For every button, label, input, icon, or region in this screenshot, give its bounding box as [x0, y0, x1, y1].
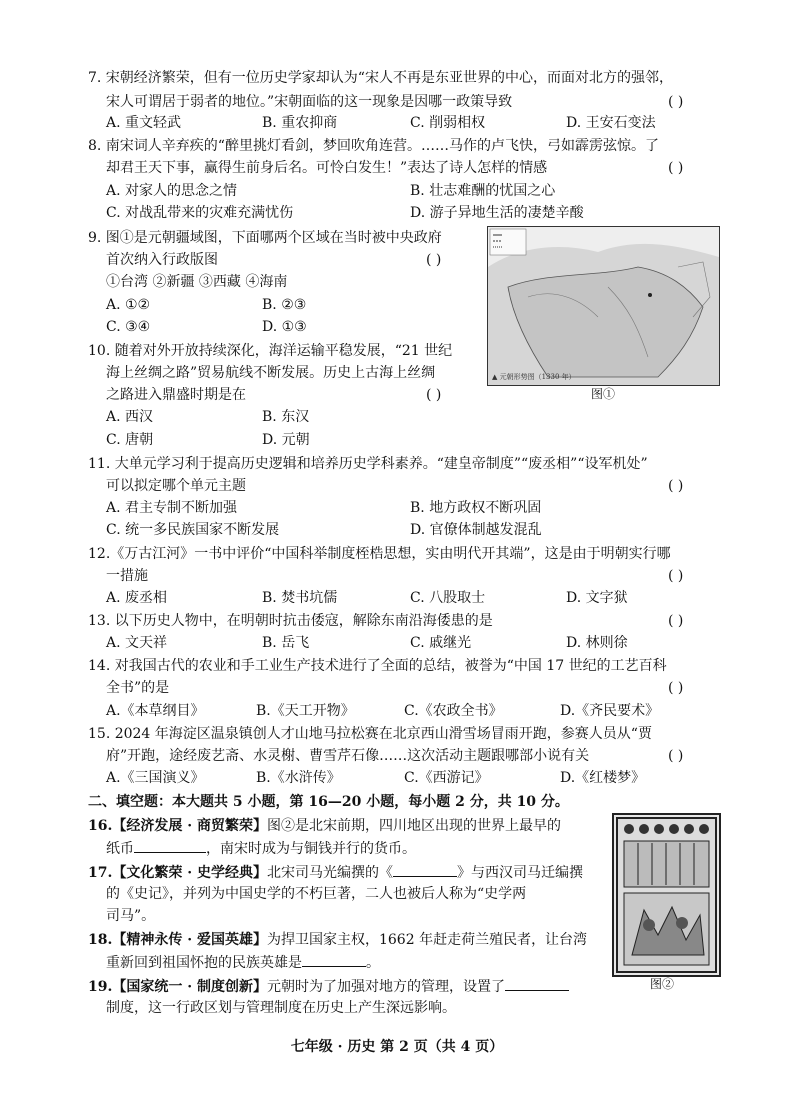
q11-option-a: A. 君主专制不断加强: [106, 500, 238, 516]
q15-answer-paren: ( ): [668, 748, 684, 764]
q16-text-3: ，南宋时成为与铜钱并行的货币。: [206, 841, 416, 857]
q9-option-b: B. ②③: [262, 297, 307, 313]
q15-line-2: 府”开跑，途经废艺斋、水灵榭、曹雪芹石像……这次活动主题跟哪部小说有关: [106, 748, 590, 764]
q19-tag: 19.【国家统一 · 制度创新】: [88, 979, 267, 995]
q16-line-1: [88, 816, 561, 836]
q12-option-d: D. 文字狱: [566, 590, 628, 606]
q12-line-1: 12.《万古江河》一书中评价“中国科举制度桎梏思想，实由明代开其端”，这是由于明朝实行哪: [88, 546, 671, 562]
q15-line-1: 15. 2024 年海淀区温泉镇创人才山地马拉松赛在北京西山滑雪场冒雨开跑，参赛人员从“贾: [88, 726, 652, 742]
q18-tag: 18.【精神永传 · 爱国英雄】: [88, 932, 267, 948]
q11-option-c: C. 统一多民族国家不断发展: [106, 522, 280, 538]
q7-answer-paren: ( ): [668, 94, 684, 110]
q18-text: 为捍卫国家主权，1662 年赶走荷兰殖民者，让台湾: [266, 932, 588, 948]
page-footer: 七年级 · 历史 第 2 页（共 4 页）: [290, 1039, 504, 1055]
q8-option-b: B. 壮志难酬的忧国之心: [410, 183, 556, 199]
q11-answer-paren: ( ): [668, 478, 684, 494]
q17-blank[interactable]: [393, 862, 457, 877]
q8-option-c: C. 对战乱带来的灾难充满忧伤: [106, 205, 294, 221]
q18-line-1: [88, 930, 587, 950]
q16-text: 图②是北宋前期，四川地区出现的世界上最早的: [266, 818, 561, 834]
jiaozi-banknote-image: [612, 813, 721, 977]
q9-answer-paren: ( ): [426, 252, 442, 268]
q11-option-b: B. 地方政权不断巩固: [410, 500, 542, 516]
q14-option-d: D.《齐民要术》: [560, 703, 660, 719]
q10-line-3: 之路进入鼎盛时期是在: [106, 387, 246, 403]
q11-line-2: 可以拟定哪个单元主题: [106, 478, 246, 494]
q15-option-a: A.《三国演义》: [106, 770, 205, 786]
q16-text-2: 纸币: [106, 841, 134, 857]
q12-option-c: C. 八股取士: [410, 590, 486, 606]
q9-option-c: C. ③④: [106, 319, 151, 335]
q18-line-2: [106, 952, 380, 973]
q14-option-a: A.《本草纲目》: [106, 703, 205, 719]
q9-option-d: D. ①③: [262, 319, 307, 335]
q11-line-1: 11. 大单元学习利于提高历史逻辑和培养历史学科素养。“建皇帝制度”“废丞相”“设军机处”: [88, 456, 648, 472]
q13-option-b: B. 岳飞: [262, 635, 310, 651]
map-graphic: [488, 227, 719, 385]
q8-answer-paren: ( ): [668, 160, 684, 176]
q8-line-2: 却君王天下事，赢得生前身后名。可怜白发生！”表达了诗人怎样的情感: [106, 160, 548, 176]
q15-option-b: B.《水浒传》: [256, 770, 341, 786]
q9-line-1: 9. 图①是元朝疆域图，下面哪两个区域在当时被中央政府: [88, 230, 442, 246]
section-2-heading: 二、填空题：本大题共 5 小题，第 16—20 小题，每小题 2 分，共 10 分。: [88, 794, 569, 810]
q12-option-a: A. 废丞相: [106, 590, 168, 606]
q10-line-1: 10. 随着对外开放持续深化，海洋运输平稳发展，“21 世纪: [88, 343, 453, 359]
figure-2-caption: 图②: [650, 977, 675, 991]
q18-text-2: 重新回到祖国怀抱的民族英雄是: [106, 955, 302, 971]
q15-option-c: C.《西游记》: [404, 770, 489, 786]
q14-line-1: 14. 对我国古代的农业和手工业生产技术进行了全面的总结，被誉为“中国 17 世纪的工艺百科: [88, 658, 667, 674]
q7-option-d: D. 王安石变法: [566, 115, 656, 131]
q10-answer-paren: ( ): [426, 387, 442, 403]
q8-line-1: 8. 南宋词人辛弃疾的“醉里挑灯看剑，梦回吹角连营。……马作的卢飞快，弓如霹雳弦惊。了: [88, 138, 659, 154]
q18-text-3: 。: [366, 955, 380, 971]
q19-text: 元朝时为了加强对地方的管理，设置了: [266, 979, 505, 995]
map-note: ▲ 元朝形势图（1330 年）: [492, 373, 576, 381]
q13-line-1: 13. 以下历史人物中，在明朝时抗击倭寇，解除东南沿海倭患的是: [88, 613, 493, 629]
q16-tag: 16.【经济发展 · 商贸繁荣】: [88, 818, 267, 834]
banknote-graphic: [614, 815, 719, 975]
q19-line-1: [88, 976, 569, 997]
q7-option-b: B. 重农抑商: [262, 115, 338, 131]
figure-1-caption: 图①: [591, 387, 616, 401]
q9-line-2: 首次纳入行政版图: [106, 252, 218, 268]
q16-line-2: [106, 838, 416, 859]
q15-option-d: D.《红楼梦》: [560, 770, 646, 786]
q14-option-c: C.《农政全书》: [404, 703, 503, 719]
q10-line-2: 海上丝绸之路”贸易航线不断发展。历史上古海上丝绸: [106, 365, 436, 381]
q13-option-c: C. 戚继光: [410, 635, 472, 651]
q12-line-2: 一措施: [106, 568, 148, 584]
q11-option-d: D. 官僚体制越发混乱: [410, 522, 542, 538]
q10-option-c: C. 唐朝: [106, 432, 154, 448]
q7-option-c: C. 削弱相权: [410, 115, 486, 131]
q8-option-a: A. 对家人的思念之情: [106, 183, 238, 199]
q17-text: 北宋司马光编撰的《: [266, 865, 393, 881]
q14-option-b: B.《天工开物》: [256, 703, 355, 719]
q17-line-3: 司马”。: [106, 908, 156, 924]
q13-option-d: D. 林则徐: [566, 635, 628, 651]
yuan-dynasty-map: [487, 226, 720, 386]
q10-option-a: A. 西汉: [106, 409, 154, 425]
q7-option-a: A. 重文轻武: [106, 115, 182, 131]
q14-answer-paren: ( ): [668, 680, 684, 696]
q19-blank[interactable]: [505, 976, 569, 991]
q7-line-2: 宋人可谓居于弱者的地位。”宋朝面临的这一现象是因哪一政策导致: [106, 94, 513, 110]
q17-line-1: [88, 862, 583, 883]
q18-blank[interactable]: [302, 952, 366, 967]
q8-option-d: D. 游子异地生活的凄楚辛酸: [410, 205, 584, 221]
q10-option-d: D. 元朝: [262, 432, 310, 448]
q12-answer-paren: ( ): [668, 568, 684, 584]
q12-option-b: B. 焚书坑儒: [262, 590, 338, 606]
q7-line-1: 7. 宋朝经济繁荣，但有一位历史学家却认为“宋人不再是东亚世界的中心，而面对北方的强邻，: [88, 70, 673, 86]
q17-line-2: 的《史记》，并列为中国史学的不朽巨著，二人也被后人称为“史学两: [106, 886, 527, 902]
q14-line-2: 全书”的是: [106, 680, 170, 696]
q19-line-2: 制度，这一行政区划与管理制度在历史上产生深远影响。: [106, 1000, 456, 1016]
q10-option-b: B. 东汉: [262, 409, 310, 425]
q13-answer-paren: ( ): [668, 613, 684, 629]
q17-text-2: 》与西汉司马迁编撰: [456, 865, 583, 881]
q17-tag: 17.【文化繁荣 · 史学经典】: [88, 865, 267, 881]
q9-items: ①台湾 ②新疆 ③西藏 ④海南: [106, 274, 288, 290]
q9-option-a: A. ①②: [106, 297, 151, 313]
q13-option-a: A. 文天祥: [106, 635, 168, 651]
q16-blank[interactable]: [134, 838, 206, 853]
